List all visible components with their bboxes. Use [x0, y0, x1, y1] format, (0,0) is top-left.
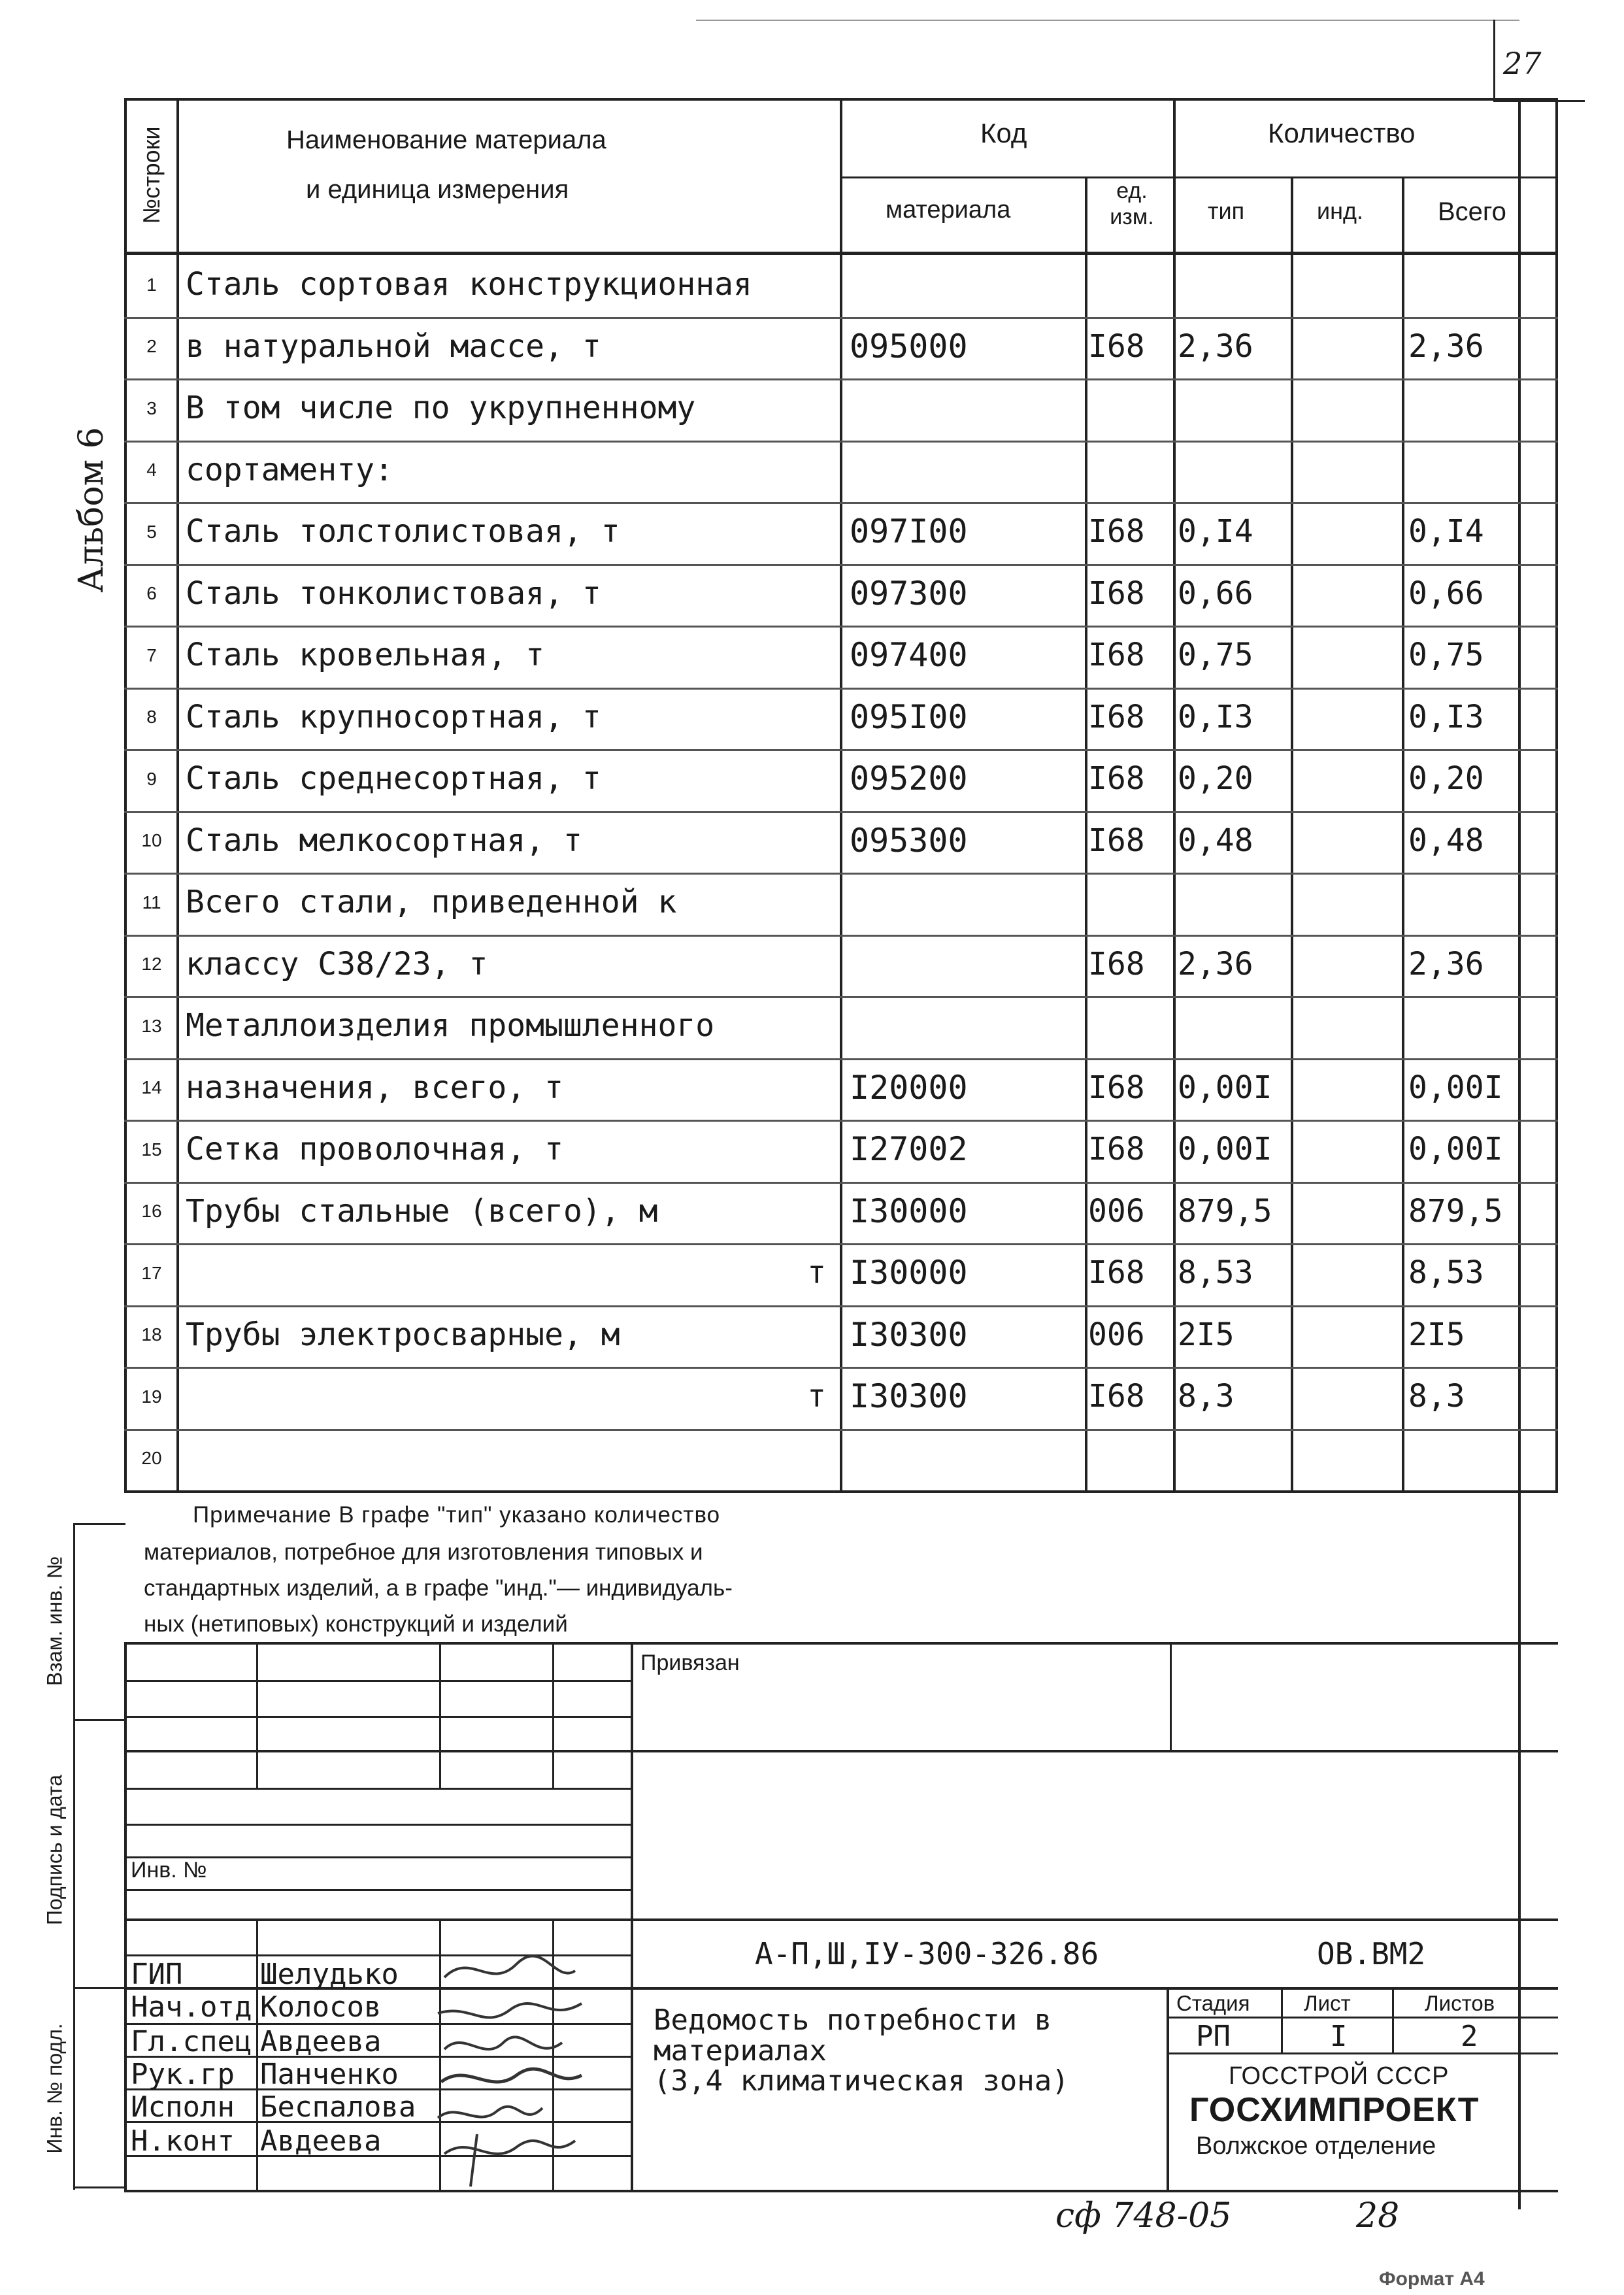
row-2-code: 095000 [850, 327, 968, 365]
side-podpis: Подпись и дата [42, 1774, 67, 1926]
row-9-name: Сталь среднесортная, т [186, 760, 601, 797]
row-divider [124, 1120, 1558, 1122]
row-divider [124, 564, 1558, 566]
note-line1: Примечание В графе "тип" указано количество [193, 1502, 721, 1528]
stamp-mark: ОВ.ВМ2 [1317, 1936, 1426, 1971]
signature-role: Гл.спец [131, 2025, 252, 2058]
row-12-n: 12 [141, 954, 162, 974]
row-13-name: Металлоизделия промышленного [186, 1007, 715, 1044]
row-1-name: Сталь сортовая конструкционная [186, 266, 752, 303]
row-15-n: 15 [141, 1139, 162, 1160]
row-divider [124, 317, 1558, 319]
row-10-n: 10 [141, 830, 162, 850]
stamp-doc-code: А-П,Ш,IУ-300-326.86 [755, 1936, 1099, 1971]
row-divider [124, 1058, 1558, 1060]
stamp-privyazan: Привязан [640, 1650, 740, 1675]
signature-name: Шелудько [260, 1958, 399, 1991]
row-11-name: Всего стали, приведенной к [186, 884, 677, 920]
header-row-no: №строки [138, 126, 165, 224]
row-14-n: 14 [141, 1077, 162, 1097]
note-line3: стандартных изделий, а в графе "инд."— индивидуаль- [144, 1575, 733, 1601]
header-qty-ind: инд. [1317, 197, 1363, 224]
row-8-unit: I68 [1088, 699, 1145, 735]
row-7-total: 0,75 [1408, 637, 1484, 673]
row-11-n: 11 [142, 892, 161, 913]
stamp-stage-label: Стадия [1176, 1991, 1250, 2015]
signature-name: Панченко [260, 2058, 399, 2091]
row-12-type: 2,36 [1178, 946, 1253, 982]
row-12-unit: I68 [1088, 946, 1145, 982]
row-10-name: Сталь мелкосортная, т [186, 822, 582, 859]
row-10-code: 095300 [850, 822, 968, 860]
stamp-org3: Волжское отделение [1196, 2132, 1436, 2160]
row-18-n: 18 [141, 1324, 162, 1345]
row-4-name: сортаменту: [186, 452, 393, 488]
row-6-total: 0,66 [1408, 575, 1484, 612]
frame-top-dotted [696, 20, 1519, 21]
stamp-org2: ГОСХИМПРОЕКТ [1189, 2091, 1480, 2129]
row-19-n: 19 [141, 1386, 162, 1407]
row-2-total: 2,36 [1408, 328, 1484, 365]
row-divider [124, 1367, 1558, 1369]
row-17-type: 8,53 [1178, 1254, 1253, 1291]
row-18-unit: 006 [1088, 1316, 1145, 1353]
row-16-code: I30000 [850, 1192, 968, 1230]
header-name-line2: и единица измерения [306, 175, 569, 204]
row-5-total: 0,I4 [1408, 513, 1484, 550]
stamp-org1: ГОССТРОЙ СССР [1229, 2062, 1450, 2090]
row-14-total: 0,00I [1408, 1069, 1503, 1106]
row-2-type: 2,36 [1178, 328, 1253, 365]
header-code-material: материала [886, 196, 1011, 224]
note-line2: материалов, потребное для изготовления типовых и [144, 1539, 703, 1565]
row-19-type: 8,3 [1178, 1378, 1235, 1415]
row-divider [124, 935, 1558, 937]
row-16-n: 16 [141, 1201, 162, 1221]
signature-5 [438, 2107, 542, 2118]
header-code-unit: ед. изм. [1110, 178, 1154, 229]
row-14-code: I20000 [850, 1069, 968, 1107]
row-16-name: Трубы стальные (всего), м [186, 1193, 658, 1230]
row-10-type: 0,48 [1178, 822, 1253, 859]
row-14-name: назначения, всего, т [186, 1069, 563, 1106]
row-13-n: 13 [141, 1016, 162, 1036]
side-vzam: Взам. инв. № [42, 1556, 67, 1686]
row-5-n: 5 [146, 522, 157, 542]
footer-format: Формат А4 [1379, 2268, 1485, 2290]
row-9-code: 095200 [850, 760, 968, 797]
row-17-total: 8,53 [1408, 1254, 1484, 1291]
row-2-n: 2 [146, 336, 157, 356]
side-inv-podl: Инв. № подл. [42, 2023, 67, 2154]
row-10-total: 0,48 [1408, 822, 1484, 859]
signature-name: Авдеева [260, 2025, 382, 2058]
row-divider [124, 811, 1558, 813]
row-10-unit: I68 [1088, 822, 1145, 859]
row-5-unit: I68 [1088, 513, 1145, 550]
row-divider [124, 996, 1558, 998]
row-12-total: 2,36 [1408, 946, 1484, 982]
page-number: 27 [1503, 46, 1542, 81]
stamp-title-line3: (3,4 климатическая зона) [654, 2064, 1069, 2098]
row-18-code: I30300 [850, 1316, 968, 1354]
stamp-sheets-label: Листов [1425, 1991, 1495, 2015]
album-label: Альбом 6 [72, 427, 111, 593]
row-15-type: 0,00I [1178, 1131, 1272, 1167]
row-19-total: 8,3 [1408, 1378, 1465, 1415]
row-19-name: т [807, 1378, 826, 1415]
stamp-stage: РП [1196, 2020, 1231, 2053]
row-2-unit: I68 [1088, 328, 1145, 365]
row-16-unit: 006 [1088, 1193, 1145, 1230]
row-6-unit: I68 [1088, 575, 1145, 612]
row-5-name: Сталь толстолистовая, т [186, 513, 620, 550]
row-divider [124, 626, 1558, 628]
row-divider [124, 749, 1558, 751]
signature-role: Нач.отд [131, 1990, 252, 2024]
row-6-type: 0,66 [1178, 575, 1253, 612]
row-8-n: 8 [146, 707, 157, 727]
header-quantity: Количество [1268, 118, 1416, 148]
row-6-code: 097300 [850, 575, 968, 612]
row-18-type: 2I5 [1178, 1316, 1235, 1353]
row-20-n: 20 [141, 1448, 162, 1468]
stamp-inv-no: Инв. № [131, 1858, 207, 1883]
row-8-name: Сталь крупносортная, т [186, 699, 601, 735]
row-divider [124, 1429, 1558, 1431]
row-16-total: 879,5 [1408, 1193, 1503, 1230]
signature-name: Авдеева [260, 2124, 382, 2158]
row-15-unit: I68 [1088, 1131, 1145, 1167]
row-6-name: Сталь тонколистовая, т [186, 575, 601, 612]
row-12-name: классу С38/23, т [186, 946, 488, 982]
signature-role: Н.конт [131, 2124, 235, 2158]
row-17-code: I30000 [850, 1254, 968, 1292]
signature-4 [441, 2069, 582, 2082]
row-divider [124, 1305, 1558, 1307]
signature-scribbles [431, 1951, 627, 2193]
signature-name: Колосов [260, 1990, 382, 2024]
row-18-total: 2I5 [1408, 1316, 1465, 1353]
row-7-unit: I68 [1088, 637, 1145, 673]
stamp-title-line1: Ведомость потребности в [654, 2003, 1052, 2037]
stamp-sheets: 2 [1461, 2020, 1478, 2053]
row-9-total: 0,20 [1408, 760, 1484, 797]
row-8-total: 0,I3 [1408, 699, 1484, 735]
row-1-n: 1 [146, 275, 157, 295]
row-7-code: 097400 [850, 636, 968, 674]
stamp-sheet-label: Лист [1304, 1991, 1351, 2015]
row-19-unit: I68 [1088, 1378, 1145, 1415]
row-17-unit: I68 [1088, 1254, 1145, 1291]
row-9-unit: I68 [1088, 760, 1145, 797]
signature-role: Рук.гр [131, 2058, 235, 2091]
row-5-type: 0,I4 [1178, 513, 1253, 550]
row-divider [124, 502, 1558, 504]
row-18-name: Трубы электросварные, м [186, 1316, 620, 1353]
row-7-type: 0,75 [1178, 637, 1253, 673]
row-8-type: 0,I3 [1178, 699, 1253, 735]
footer-handwritten-code: сф 748-05 [1055, 2196, 1232, 2236]
row-15-code: I27002 [850, 1130, 968, 1168]
signature-3 [444, 2037, 562, 2049]
header-qty-type: тип [1208, 197, 1245, 224]
row-3-name: В том числе по укрупненному [186, 390, 696, 426]
row-divider [124, 873, 1558, 875]
row-5-code: 097I00 [850, 512, 968, 550]
signature-role: ГИП [131, 1958, 183, 1991]
row-14-unit: I68 [1088, 1069, 1145, 1106]
footer-handwritten-num: 28 [1356, 2196, 1400, 2236]
row-14-type: 0,00I [1178, 1069, 1272, 1106]
row-divider [124, 1182, 1558, 1184]
signature-role: Исполн [131, 2090, 235, 2124]
row-17-n: 17 [141, 1263, 162, 1283]
row-3-n: 3 [146, 398, 157, 418]
page-number-box-left [1493, 20, 1495, 101]
row-16-type: 879,5 [1178, 1193, 1272, 1230]
row-9-type: 0,20 [1178, 760, 1253, 797]
stamp-sheet: I [1330, 2020, 1348, 2053]
row-divider [124, 688, 1558, 690]
note-line4: ных (нетиповых) конструкций и изделий [144, 1611, 568, 1637]
row-4-n: 4 [146, 460, 157, 480]
row-7-name: Сталь кровельная, т [186, 637, 545, 673]
stamp-title-line2: материалах [654, 2034, 827, 2068]
row-6-n: 6 [146, 583, 157, 603]
row-19-code: I30300 [850, 1377, 968, 1415]
row-8-code: 095I00 [850, 698, 968, 736]
header-qty-total: Всего [1438, 197, 1506, 226]
row-7-n: 7 [146, 645, 157, 665]
signature-name: Беспалова [260, 2090, 416, 2124]
row-15-total: 0,00I [1408, 1131, 1503, 1167]
signature-6 [444, 2134, 575, 2186]
row-2-name: в натуральной массе, т [186, 328, 601, 365]
row-17-name: т [807, 1254, 826, 1291]
row-divider [124, 441, 1558, 443]
header-name-line1: Наименование материала [286, 126, 606, 154]
row-9-n: 9 [146, 769, 157, 789]
row-15-name: Сетка проволочная, т [186, 1131, 563, 1167]
signature-1 [444, 1956, 575, 1977]
row-divider [124, 1243, 1558, 1245]
row-divider [124, 378, 1558, 380]
header-code: Код [980, 118, 1027, 148]
signature-2 [438, 2003, 582, 2017]
